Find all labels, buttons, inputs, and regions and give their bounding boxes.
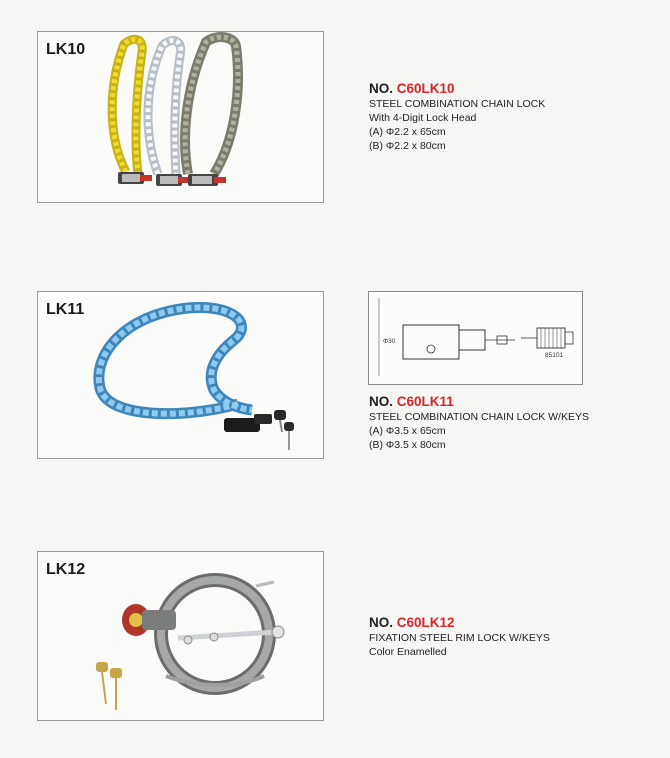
part-number-label: 85101 [545,352,564,359]
product-tag: LK11 [46,301,85,318]
product-number-prefix: NO. [369,394,394,409]
product-panel-lk10 [37,31,324,203]
product-name: FIXATION STEEL RIM LOCK W/KEYS [369,632,550,644]
chain-lock-photo-lk11 [38,292,323,458]
product-code: C60LK12 [396,615,455,630]
technical-drawing-figure [369,292,582,384]
product-panel-lk12 [37,551,324,721]
dimension-label: Φ30 [383,338,396,345]
spec-line: Color Enamelled [369,646,447,658]
product-tag: LK10 [46,41,86,58]
product-description-lk12 [369,614,550,659]
rim-lock-photo-lk12 [38,552,323,720]
technical-drawing-lk11 [368,291,583,385]
product-number [369,614,550,631]
spec-line: (A) Φ2.2 x 65cm [369,126,446,138]
spec-line: (B) Φ3.5 x 80cm [369,439,446,451]
product-name: STEEL COMBINATION CHAIN LOCK W/KEYS [369,411,589,423]
chain-lock-photo-lk10 [38,32,323,202]
spec-line: (A) Φ3.5 x 65cm [369,425,446,437]
product-panel-lk11 [37,291,324,459]
product-description-lk11 [369,393,589,452]
product-number [369,393,589,410]
product-description-lk10 [369,80,545,153]
product-tag: LK12 [46,561,86,578]
spec-line: With 4-Digit Lock Head [369,112,477,124]
product-code: C60LK11 [396,394,454,409]
product-number-prefix: NO. [369,615,394,630]
product-number [369,80,545,97]
product-code: C60LK10 [396,81,455,96]
product-name: STEEL COMBINATION CHAIN LOCK [369,98,546,110]
product-number-prefix: NO. [369,81,394,96]
spec-line: (B) Φ2.2 x 80cm [369,140,446,152]
